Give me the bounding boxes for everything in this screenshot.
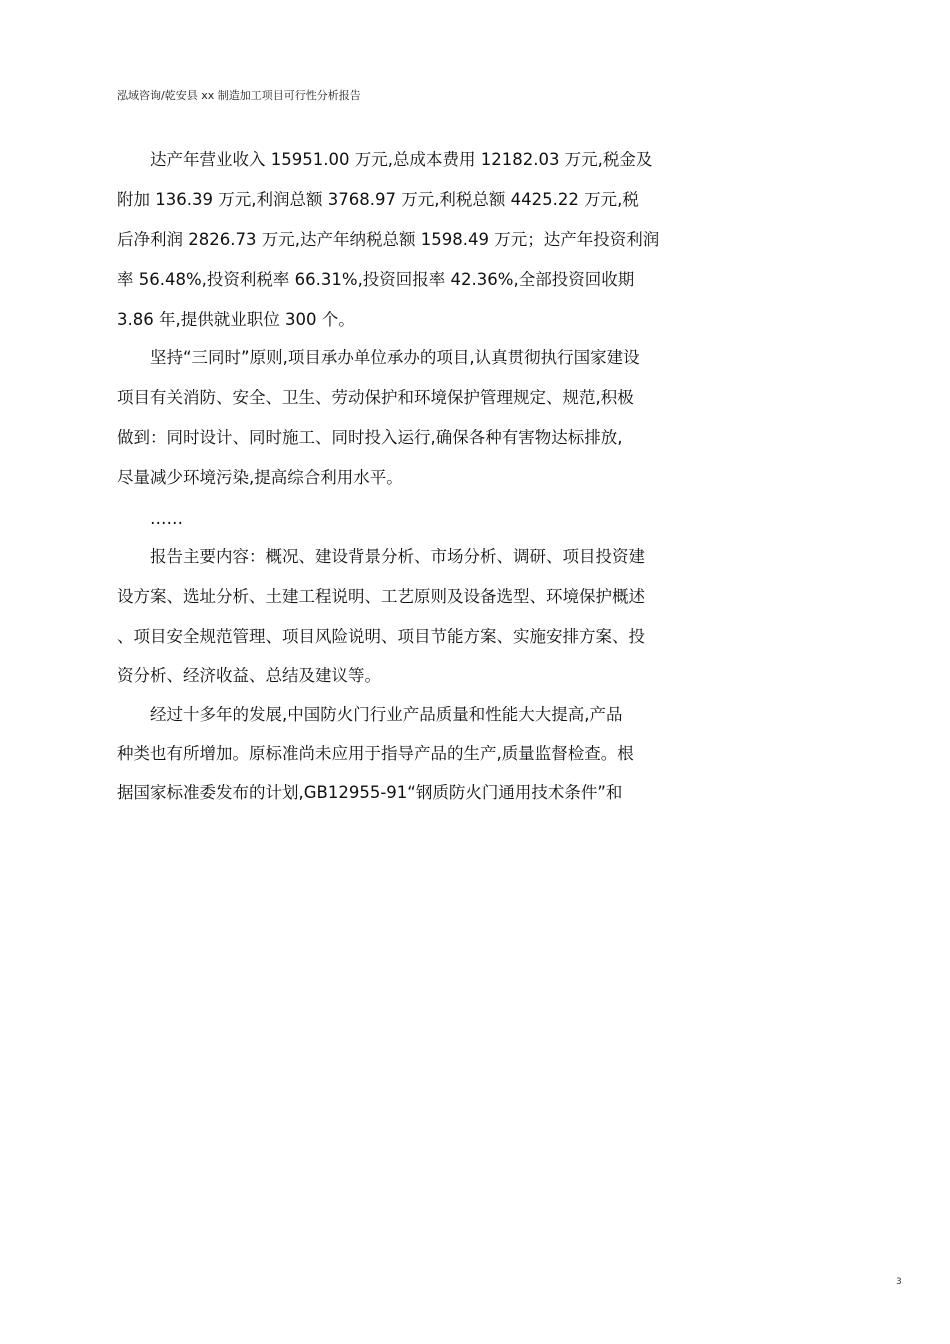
text-line: 坚持“三同时”原则,项目承办单位承办的项目,认真贯彻执行国家建设 xyxy=(150,348,640,367)
text-line: 种类也有所增加。原标准尚未应用于指导产品的生产,质量监督检查。根 xyxy=(117,744,634,763)
text-line: 据国家标准委发布的计划,GB12955-91“钢质防火门通用技术条件”和 xyxy=(117,783,623,802)
text-line: 附加 136.39 万元,利润总额 3768.97 万元,利税总额 4425.22 万元,税 xyxy=(117,190,639,209)
text-line: 达产年营业收入 15951.00 万元,总成本费用 12182.03 万元,税金及 xyxy=(150,150,653,169)
text-line: 项目有关消防、安全、卫生、劳动保护和环境保护管理规定、规范,积极 xyxy=(117,388,634,407)
ellipsis-line: …… xyxy=(150,509,183,528)
page-number: 3 xyxy=(896,1277,902,1287)
text-line: 率 56.48%,投资利税率 66.31%,投资回报率 42.36%,全部投资回收期 xyxy=(117,270,635,289)
text-line: 做到：同时设计、同时施工、同时投入运行,确保各种有害物达标排放, xyxy=(117,428,623,447)
text-line: 3.86 年,提供就业职位 300 个。 xyxy=(117,310,355,329)
text-line: 尽量减少环境污染,提高综合利用水平。 xyxy=(117,468,403,487)
text-line: 资分析、经济收益、总结及建议等。 xyxy=(117,666,381,685)
text-line: 报告主要内容：概况、建设背景分析、市场分析、调研、项目投资建 xyxy=(150,547,645,566)
text-line: 设方案、选址分析、土建工程说明、工艺原则及设备选型、环境保护概述 xyxy=(117,587,645,606)
text-line: 后净利润 2826.73 万元,达产年纳税总额 1598.49 万元；达产年投资利润 xyxy=(117,230,660,249)
running-header: 泓域咨询/乾安县 xx 制造加工项目可行性分析报告 xyxy=(117,89,361,102)
text-line: 、项目安全规范管理、项目风险说明、项目节能方案、实施安排方案、投 xyxy=(117,627,645,646)
text-line: 经过十多年的发展,中国防火门行业产品质量和性能大大提高,产品 xyxy=(150,705,623,724)
